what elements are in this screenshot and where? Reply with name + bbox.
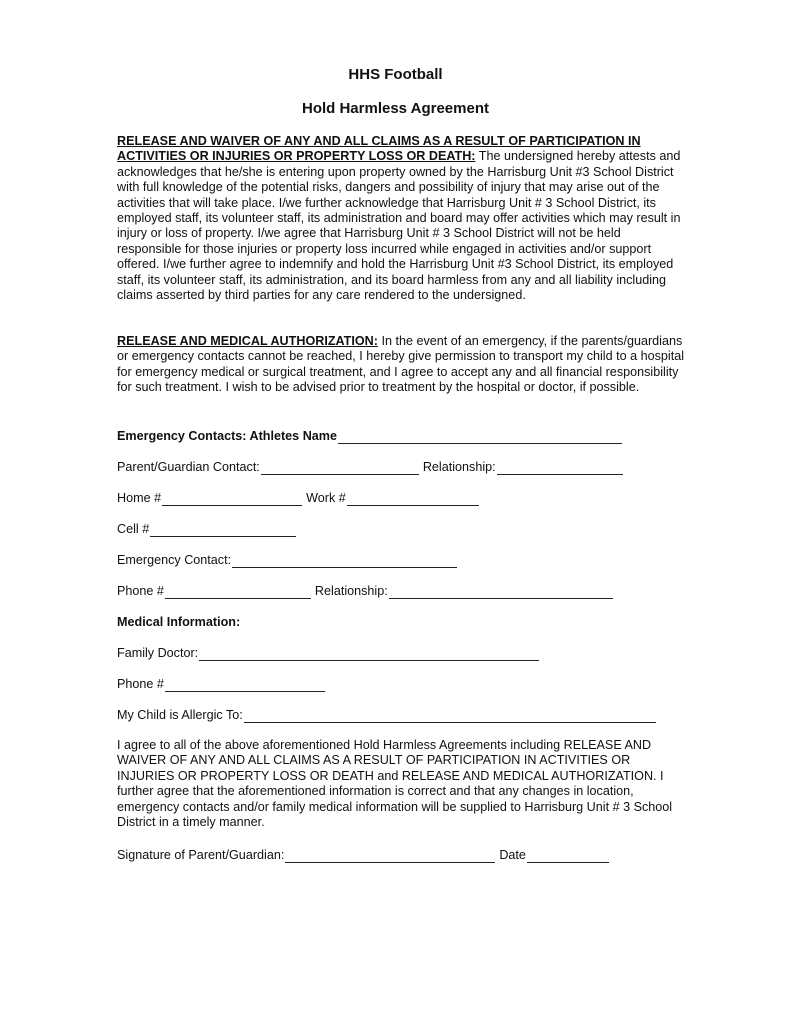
parent-contact-row xyxy=(117,459,627,475)
document-subtitle: Hold Harmless Agreement xyxy=(301,100,489,117)
work-phone-field[interactable] xyxy=(347,493,479,506)
parent-contact-field[interactable] xyxy=(261,462,419,475)
cell-phone-label: Cell # xyxy=(117,522,150,536)
relationship-field[interactable] xyxy=(497,462,623,475)
signature-field[interactable] xyxy=(285,850,495,863)
allergies-row xyxy=(117,707,660,723)
family-doctor-row xyxy=(117,645,543,661)
doctor-phone-label: Phone # xyxy=(117,677,164,691)
medical-authorization-paragraph xyxy=(117,334,687,396)
emergency-contact-label: Emergency Contact: xyxy=(117,553,232,567)
signature-row xyxy=(117,847,613,863)
emergency-relationship-label: Relationship: xyxy=(314,584,388,598)
home-phone-label: Home # xyxy=(117,491,162,505)
document-title: HHS Football xyxy=(348,66,443,83)
doctor-phone-field[interactable] xyxy=(165,679,325,692)
allergies-field[interactable] xyxy=(244,710,656,723)
family-doctor-field[interactable] xyxy=(199,648,539,661)
doctor-phone-row xyxy=(117,676,329,692)
release-waiver-heading: RELEASE AND WAIVER OF ANY AND ALL CLAIMS AS A RESULT OF PARTICIPATION IN ACTIVITIES OR INJURIES OR PROPERTY LOSS OR DEATH: xyxy=(117,134,641,164)
athlete-name-row xyxy=(117,428,626,444)
date-label: Date xyxy=(499,848,526,862)
relationship-label: Relationship: xyxy=(422,460,496,474)
medical-authorization-body: In the event of an emergency, if the parents/guardians or emergency contacts cannot be reached, I hereby give permission to transport my child to a hospital for emergency medical or surgical treatment, and I agree to accept any and all financial responsibility for such treatment. I wish to be advised prior to treatment by the hospital or doctor, if possible. xyxy=(117,334,685,395)
home-work-row xyxy=(117,490,483,506)
athlete-name-label: Emergency Contacts: Athletes Name xyxy=(117,429,337,443)
release-waiver-paragraph xyxy=(117,134,687,303)
emergency-contact-row xyxy=(117,552,461,568)
allergies-label: My Child is Allergic To: xyxy=(117,708,243,722)
family-doctor-label: Family Doctor: xyxy=(117,646,199,660)
athlete-name-field[interactable] xyxy=(338,431,622,444)
cell-phone-field[interactable] xyxy=(150,524,296,537)
emergency-phone-label: Phone # xyxy=(117,584,164,598)
signature-label: Signature of Parent/Guardian: xyxy=(117,848,285,862)
home-phone-field[interactable] xyxy=(162,493,302,506)
date-field[interactable] xyxy=(527,850,609,863)
emergency-phone-field[interactable] xyxy=(165,586,311,599)
medical-authorization-heading: RELEASE AND MEDICAL AUTHORIZATION: xyxy=(117,334,378,348)
agreement-paragraph: I agree to all of the above aforementioned Hold Harmless Agreements including RELEASE AND WAIVER OF ANY AND ALL CLAIMS AS A RESULT OF PARTICIPATION IN ACTIVITIES OR INJURIES OR PROPERTY LOSS OR DEATH and RELEASE AND MEDICAL AUTHORIZATION. I further agree that the aforementioned information is correct and that any changes in location, emergency contacts and/or family medical information will be supplied to Harrisburg Unit # 3 School District in a timely manner. xyxy=(117,738,673,830)
parent-contact-label: Parent/Guardian Contact: xyxy=(117,460,260,474)
work-phone-label: Work # xyxy=(306,491,346,505)
release-waiver-body: The undersigned hereby attests and acknowledges that he/she is entering upon property owned by the Harrisburg Unit #3 School District with full knowledge of the potential risks, dangers and possibility of injury that may arise out of the activities that will take place. I/we further acknowledge that Harrisburg Unit # 3 School District, its employed staff, its volunteer staff, its administration and board may offer activities which may result in injury or loss of property. I/we agree that Harrisburg Unit # 3 School District will not be held responsible for those injuries or property loss incurred while engaged in activities and/or support offered. I/we further agree to indemnify and hold the Harrisburg Unit #3 School District, its employed staff, its volunteer staff, its administration, and its board harmless from any and all liability including claims asserted by third parties for any care rendered to the undersigned. xyxy=(117,149,681,303)
emergency-contact-field[interactable] xyxy=(232,555,457,568)
emergency-phone-row xyxy=(117,583,617,599)
emergency-relationship-field[interactable] xyxy=(389,586,613,599)
medical-information-heading: Medical Information: xyxy=(117,615,241,629)
cell-row xyxy=(117,521,300,537)
